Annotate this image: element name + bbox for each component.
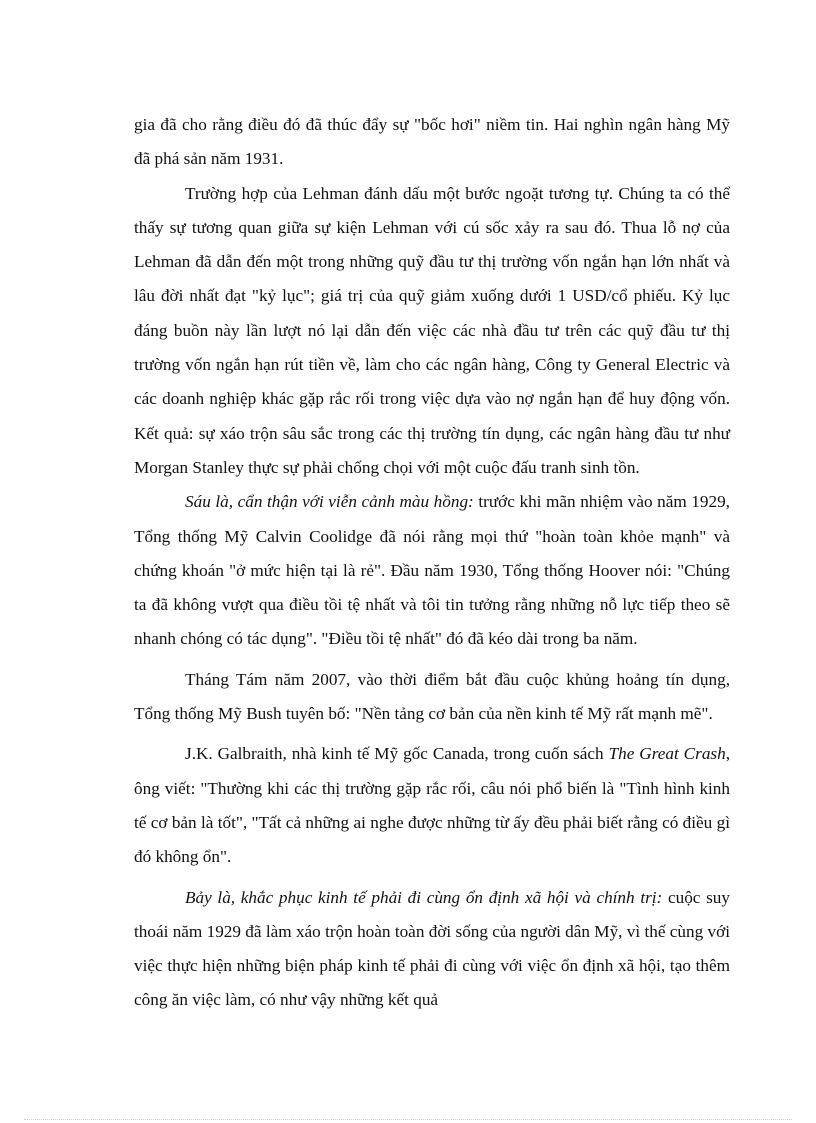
paragraph xyxy=(134,177,730,486)
text-run: , ông viết: "Thường khi các thị trường gặp rắc rối, câu nói phổ biến là "Tình hình kinh tế cơ bản là tốt", "Tất cả những ai nghe được những từ ấy đều phải biết rằng có điều gì đó không ổn". xyxy=(134,744,730,867)
section-heading-italic: Bảy là, khắc phục kinh tế phải đi cùng ổn định xã hội và chính trị: xyxy=(185,887,663,907)
text-run: J.K. Galbraith, nhà kinh tế Mỹ gốc Canada, trong cuốn sách xyxy=(185,744,609,764)
text-run: gia đã cho rằng điều đó đã thúc đẩy sự "bốc hơi" niềm tin. Hai nghìn ngân hàng Mỹ đã phá sản năm 1931. xyxy=(134,115,730,169)
paragraph xyxy=(134,663,730,732)
text-run: Trường hợp của Lehman đánh dấu một bước ngoặt tương tự. Chúng ta có thể thấy sự tương quan giữa sự kiện Lehman với cú sốc xảy ra sau đó. Thua lỗ nợ của Lehman đã dẫn đến một trong những quỹ đầu tư thị trường vốn ngắn hạn lớn nhất và lâu đời nhất đạt "kỷ lục"; giá trị của quỹ giảm xuống dưới 1 USD/cổ phiếu. Kỷ lục đáng buồn này lần lượt nó lại dẫn đến việc các nhà đầu tư trên các quỹ đầu tư thị trường vốn ngắn hạn rút tiền về, làm cho các ngân hàng, Công ty General Electric và các doanh nghiệp khác gặp rắc rối trong việc dựa vào nợ ngắn hạn để huy động vốn. Kết quả: sự xáo trộn sâu sắc trong các thị trường tín dụng, các ngân hàng đầu tư như Morgan Stanley thực sự phải chống chọi với một cuộc đấu tranh sinh tồn. xyxy=(134,183,730,477)
text-run: cuộc suy thoái năm 1929 đã làm xáo trộn hoàn toàn đời sống của người dân Mỹ, vì thế cùng với việc thực hiện những biện pháp kinh tế phải đi cùng với việc ổn định xã hội, tạo thêm công ăn việc làm, có như vậy những kết quả xyxy=(134,887,730,1010)
section-heading-italic: Sáu là, cẩn thận với viễn cảnh màu hồng: xyxy=(185,492,474,512)
page-bottom-rule xyxy=(24,1119,792,1120)
body-text xyxy=(134,108,730,1018)
text-run: Tháng Tám năm 2007, vào thời điểm bắt đầu cuộc khủng hoảng tín dụng, Tổng thống Mỹ Bush tuyên bố: "Nền tảng cơ bản của nền kinh tế Mỹ rất mạnh mẽ". xyxy=(134,669,730,724)
paragraph xyxy=(134,485,730,656)
text-run: trước khi mãn nhiệm vào năm 1929, Tổng thống Mỹ Calvin Coolidge đã nói rằng mọi thứ "hoàn toàn khỏe mạnh" và chứng khoán "ở mức hiện tại là rẻ". Đầu năm 1930, Tổng thống Hoover nói: "Chúng ta đã không vượt qua điều tồi tệ nhất và tôi tin tưởng rằng những nỗ lực tiếp theo sẽ nhanh chóng có tác dụng". "Điều tồi tệ nhất" đó đã kéo dài trong ba năm. xyxy=(134,492,730,649)
paragraph xyxy=(134,108,730,177)
book-title: The Great Crash xyxy=(608,744,726,764)
paragraph xyxy=(134,881,730,1018)
paragraph xyxy=(134,737,730,874)
